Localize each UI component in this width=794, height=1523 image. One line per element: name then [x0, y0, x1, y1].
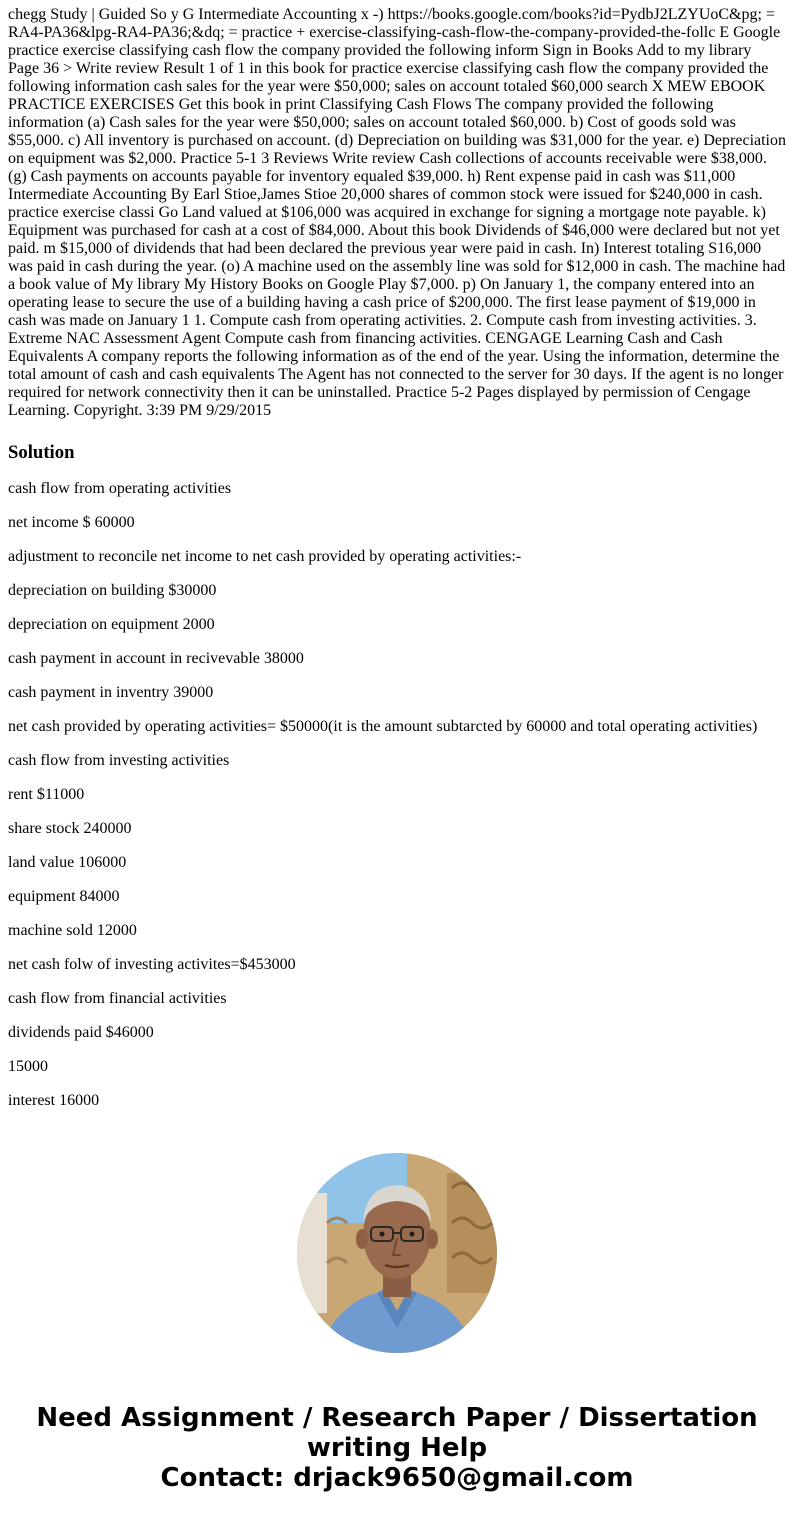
solution-line: rent $11000: [8, 786, 85, 803]
solution-line: 15000: [8, 1058, 48, 1075]
banner-line-2: writing Help: [306, 1433, 488, 1463]
solution-line: cash flow from investing activities: [8, 752, 230, 769]
solution-line: net cash folw of investing activites=$453000: [8, 956, 296, 973]
solution-line: interest 16000: [8, 1092, 100, 1109]
solution-heading: Solution: [8, 442, 75, 463]
solution-line: cash payment in account in recivevable 38000: [8, 650, 304, 667]
solution-line: machine sold 12000: [8, 922, 137, 939]
contact-banner: [0, 1403, 794, 1493]
solution-lines: [8, 480, 786, 1110]
author-avatar: [297, 1153, 497, 1353]
solution-line: adjustment to reconcile net income to net cash provided by operating activities:-: [8, 548, 522, 565]
solution-line: depreciation on building $30000: [8, 582, 217, 599]
banner-line-1: Need Assignment / Research Paper / Dissertation: [36, 1403, 758, 1433]
solution-line: share stock 240000: [8, 820, 132, 837]
solution-line: equipment 84000: [8, 888, 120, 905]
solution-line: net cash provided by operating activities= $50000(it is the amount subtarcted by 60000 and total operating activities): [8, 718, 758, 735]
solution-line: cash flow from financial activities: [8, 990, 227, 1007]
avatar-portrait: [297, 1153, 497, 1353]
question-text: chegg Study | Guided So y G Intermediate Accounting x -) https://books.google.com/books?id=PydbJ2LZYUoC&pg; = RA4-PA36&lpg-RA4-PA36;&dq; = practice + exercise-classifying-cash-flow-the-company-provided-the-follc E Google practice exercise classifying cash flow the company provided the following inform Sign in Books Add to my library Page 36 > Write review Result 1 of 1 in this book for practice exercise classifying cash flow the company provided the following information cash sales for the year were $50,000; sales on account totaled $60,000 search X MEW EBOOK PRACTICE EXERCISES Get this book in print Classifying Cash Flows The company provided the following information (a) Cash sales for the year were $50,000; sales on account totaled $60,000. b) Cost of goods sold was $55,000. c) All inventory is purchased on account. (d) Depreciation on building was $31,000 for the year. e) Depreciation on equipment was $2,000. Practice 5-1 3 Reviews Write review Cash collections of accounts receivable were $38,000. (g) Cash payments on accounts payable for inventory equaled $39,000. h) Rent expense paid in cash was $11,000 Intermediate Accounting By Earl Stioe,James Stioe 20,000 shares of common stock were issued for $240,000 in cash. practice exercise classi Go Land valued at $106,000 was acquired in exchange for signing a mortgage note payable. k) Equipment was purchased for cash at a cost of $84,000. About this book Dividends of $46,000 were declared but not yet paid. m $15,000 of dividends that had been declared the previous year were paid in cash. In) Interest totaling S16,000 was paid in cash during the year. (o) A machine used on the assembly line was sold for $12,000 in cash. The machine had a book value of My library My History Books on Google Play $7,000. p) On January 1, the company entered into an operating lease to secure the use of a building having a cash price of $200,000. The first lease payment of $19,000 in cash was made on January 1 1. Compute cash from operating activities. 2. Compute cash from investing activities. 3. Extreme NAC Assessment Agent Compute cash from financing activities. CENGAGE Learning Cash and Cash Equivalents A company reports the following information as of the end of the year. Using the information, determine the total amount of cash and cash equivalents The Agent has not connected to the server for 30 days. If the agent is no longer required for network connectivity then it can be uninstalled. Practice 5-2 Pages displayed by permission of Cengage Learning. Copyright. 3:39 PM 9/29/2015: [8, 6, 786, 419]
solution-line: land value 106000: [8, 854, 127, 871]
solution-line: net income $ 60000: [8, 514, 135, 531]
banner-contact-email: Contact: drjack9650@gmail.com: [160, 1463, 634, 1493]
solution-line: dividends paid $46000: [8, 1024, 154, 1041]
solution-line: cash payment in inventry 39000: [8, 684, 214, 701]
solution-line: cash flow from operating activities: [8, 480, 232, 497]
solution-line: depreciation on equipment 2000: [8, 616, 215, 633]
